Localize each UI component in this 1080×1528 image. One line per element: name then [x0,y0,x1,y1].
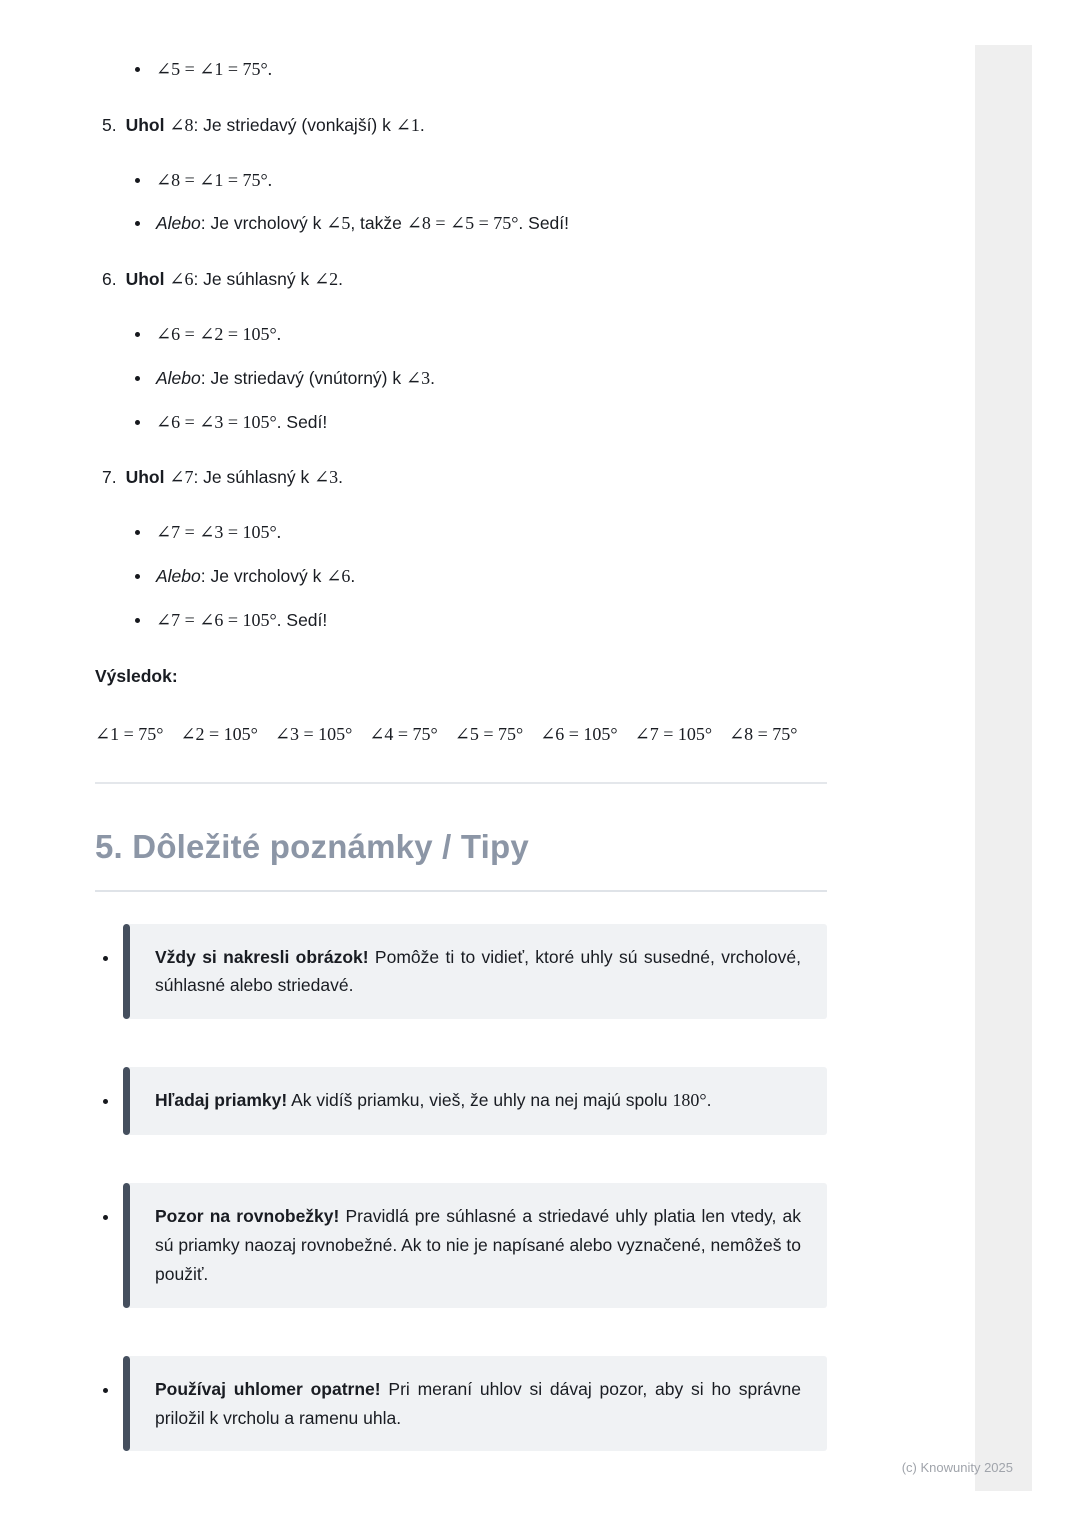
result-label: Výsledok: [95,665,178,686]
numbered-item-title [95,265,827,294]
item-number: 5. [102,114,117,135]
sub-bullet-list [95,320,827,436]
bullet-text: Alebo: Je striedavý (vnútorný) k ∠3. [156,367,435,388]
tip-callout [123,1183,827,1308]
list-item [135,166,827,195]
tip-text: Vždy si nakresli obrázok! Pomôže ti to vidieť, ktoré uhly sú susedné, vrcholové, súhlasné alebo striedavé. [155,946,801,996]
numbered-item [95,111,827,238]
bullet-text: ∠7 = ∠6 = 105°. Sedí! [156,609,328,630]
list-item [135,320,827,349]
tip-item [95,1356,827,1452]
callout-accent-bar [123,1067,130,1135]
list-item [135,606,827,635]
item-title-text: Uhol ∠7: Je súhlasný k ∠3. [125,467,344,488]
bullet-dot [135,178,140,183]
bullet-dot [135,574,140,579]
angle-equation: ∠5 = ∠1 = 75°. [156,59,273,79]
item-title-text: Uhol ∠8: Je striedavý (vonkajší) k ∠1. [125,114,425,135]
list-item [135,209,827,238]
tip-callout [123,924,827,1020]
bullet-dot [103,1215,108,1220]
callout-accent-bar [123,1356,130,1452]
list-item [135,364,827,393]
tip-item [95,924,827,1020]
tip-callout [123,1356,827,1452]
item-number: 6. [102,269,117,290]
callout-accent-bar [123,924,130,1020]
tip-callout [123,1067,827,1135]
bullet-text: ∠8 = ∠1 = 75°. [156,169,273,190]
numbered-item-title [95,111,827,140]
bullet-text: Alebo: Je vrcholový k ∠6. [156,565,356,586]
scrollbar-track[interactable] [975,45,1032,1491]
callout-accent-bar [123,1183,130,1308]
bullet-dot [135,618,140,623]
result-line: ∠1 = 75° ∠2 = 105° ∠3 = 105° ∠4 = 75° ∠5 = 75° ∠6 = 105° ∠7 = 105° ∠8 = 75° [95,723,798,744]
bullet-dot [135,530,140,535]
bullet-text: ∠7 = ∠3 = 105°. [156,522,282,543]
footer-credit: (c) Knowunity 2025 [901,1460,1013,1475]
tip-text: Používaj uhlomer opatrne! Pri meraní uhlov si dávaj pozor, aby si ho správne priložil k vrcholu a ramenu uhla. [155,1378,801,1428]
angle-equation-list [95,55,827,84]
bullet-dot [135,221,140,226]
list-item [135,518,827,547]
sub-bullet-list [95,166,827,239]
heading-divider [95,890,827,892]
bullet-text: ∠6 = ∠2 = 105°. [156,323,282,344]
numbered-item [95,265,827,436]
list-item [135,55,827,84]
bullet-text: ∠6 = ∠3 = 105°. Sedí! [156,411,328,432]
bullet-text: Alebo: Je vrcholový k ∠5, takže ∠8 = ∠5 = 75°. Sedí! [156,213,570,234]
tip-item [95,1067,827,1135]
item-number: 7. [102,467,117,488]
bullet-dot [103,1388,108,1393]
bullet-dot [135,420,140,425]
section-heading: 5. Dôležité poznámky / Tipy [95,828,529,866]
tips-list [95,924,827,1452]
bullet-dot [103,956,108,961]
tip-text: Hľadaj priamky! Ak vidíš priamku, vieš, že uhly na nej majú spolu 180°. [155,1090,712,1111]
list-item [135,408,827,437]
numbered-item-title [95,463,827,492]
bullet-dot [103,1099,108,1104]
bullet-dot [135,332,140,337]
numbered-item [95,463,827,634]
document-page [95,55,827,1451]
sub-bullet-list [95,518,827,634]
list-item [135,562,827,591]
tip-text: Pozor na rovnobežky! Pravidlá pre súhlasné a striedavé uhly platia len vtedy, ak sú priamky naozaj rovnobežné. Ak to nie je napísané alebo vyznačené, nemôžeš to použiť. [155,1206,801,1284]
bullet-dot [135,376,140,381]
bullet-dot [135,67,140,72]
item-title-text: Uhol ∠6: Je súhlasný k ∠2. [125,269,344,290]
section-divider [95,782,827,784]
tip-item [95,1183,827,1308]
